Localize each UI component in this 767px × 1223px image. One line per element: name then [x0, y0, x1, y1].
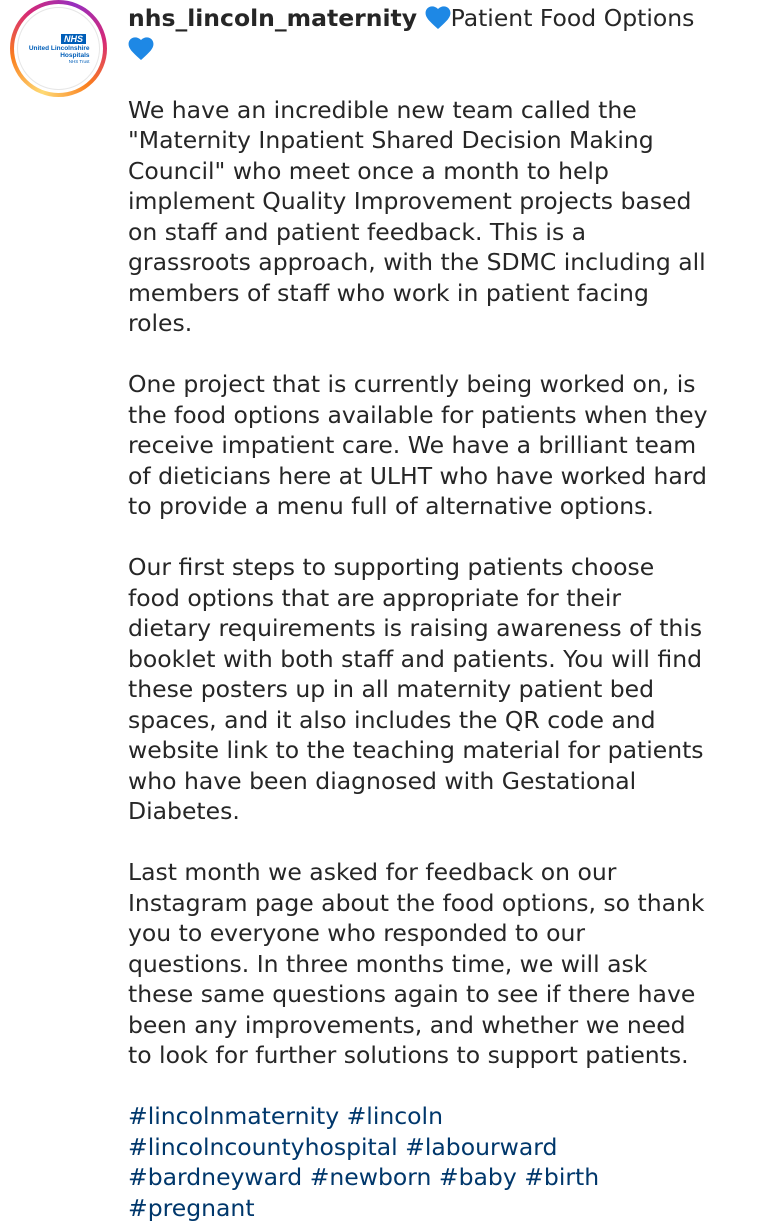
hashtag-link[interactable]: #lincolncountyhospital: [128, 1132, 398, 1161]
caption-paragraph: Last month we asked for feedback on our Instagram page about the food options, so thank you to everyone who responded to our questions. In three months time, we will ask these same questions again to see if there have been any improvements, and whether we need to look for further solutions to support patients.: [128, 858, 705, 1069]
post-title: Patient Food Options: [450, 4, 695, 32]
blue-heart-icon: [128, 37, 154, 61]
avatar-story-ring[interactable]: [10, 0, 107, 97]
hashtag-link[interactable]: #baby: [438, 1163, 517, 1191]
hashtag-link[interactable]: #pregnant: [128, 1193, 255, 1222]
hashtag-link[interactable]: #labourward: [405, 1132, 558, 1161]
caption-body: [128, 95, 708, 1071]
blue-heart-icon: [425, 6, 451, 30]
nhs-logo: NHS: [61, 34, 86, 44]
org-name-line-1: United Lincolnshire: [28, 44, 90, 52]
hashtag-link[interactable]: #lincoln: [346, 1102, 443, 1130]
hashtag-link[interactable]: #newborn: [309, 1163, 432, 1191]
username-link[interactable]: nhs_lincoln_maternity: [128, 4, 418, 32]
avatar-ring-gap: [14, 4, 103, 93]
avatar[interactable]: [17, 7, 100, 90]
hashtag-link[interactable]: #bardneyward: [128, 1163, 303, 1191]
org-name-line-2: Hospitals: [60, 51, 90, 59]
caption-header: [128, 3, 708, 64]
org-name-line-3: NHS Trust: [68, 58, 90, 64]
hashtag-link[interactable]: #lincolnmaternity: [128, 1102, 340, 1130]
post-caption: [128, 3, 708, 1223]
hashtag-link[interactable]: #birth: [524, 1163, 600, 1191]
caption-paragraph: Our first steps to supporting patients choose food options that are appropriate for their dietary requirements is raising awareness of this booklet with both staff and patients. You will find these posters up in all maternity patient bed spaces, and it also includes the QR code and website link to the teaching material for patients who have been diagnosed with Gestational Diabetes.: [128, 553, 704, 825]
hashtag-list: [128, 1101, 708, 1223]
caption-paragraph: We have an incredible new team called the "Maternity Inpatient Shared Decision Making Council" who meet once a month to help implement Quality Improvement projects based on staff and patient feedback. This is a grassroots approach, with the SDMC including all members of staff who work in patient facing roles.: [128, 95, 706, 337]
caption-paragraph: One project that is currently being worked on, is the food options available for patients when they receive impatient care. We have a brilliant team of dieticians here at ULHT who have worked hard to provide a menu full of alternative options.: [128, 370, 708, 520]
